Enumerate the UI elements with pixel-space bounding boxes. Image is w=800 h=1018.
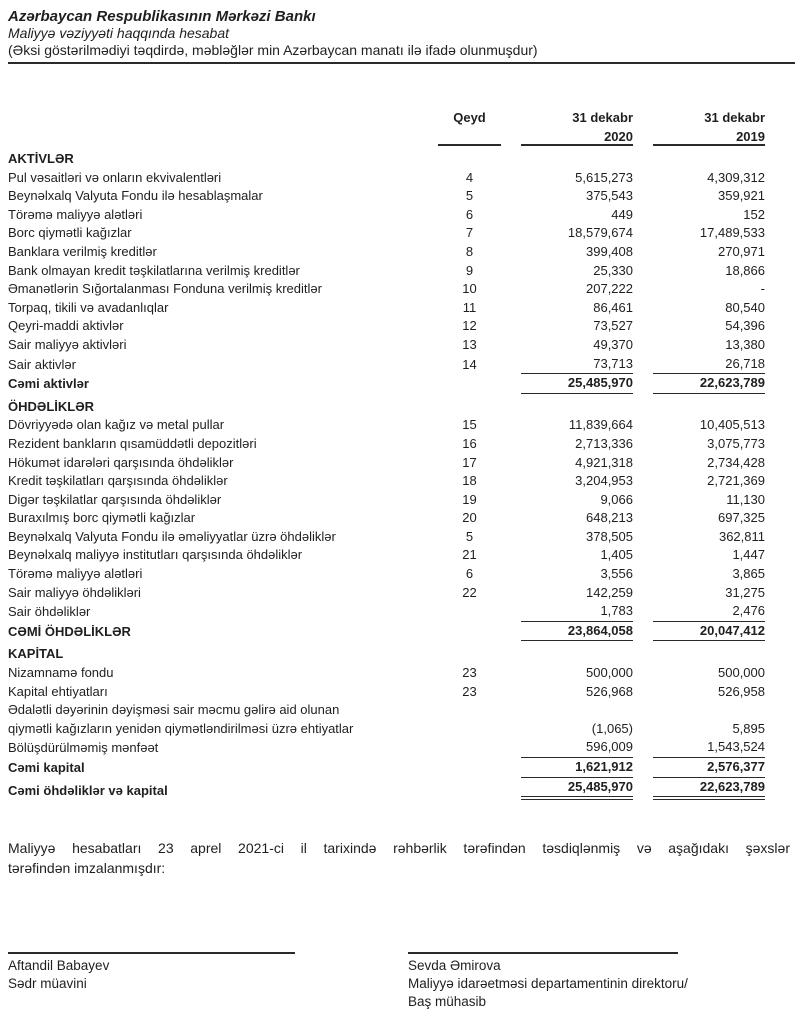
line-item-row [0,355,800,375]
column-header-2019-line1: 31 dekabr [704,110,765,125]
signatory-block-chairman-deputy [8,952,408,1011]
balance-sheet-table [0,108,800,800]
row-label: AKTİVLƏR [8,151,74,166]
row-value-2020: 86,461 [593,299,633,315]
row-value-2019: 697,325 [718,510,765,526]
column-header-qeyd-label: Qeyd [453,110,486,125]
row-value-2020: 596,009 [521,738,633,758]
line-item-row [0,584,800,603]
row-value-2019: 26,718 [653,355,765,375]
row-label: Rezident bankların qısamüddətli depozitləri [8,435,257,451]
row-value-2019: 54,396 [725,318,765,334]
line-item-row [0,262,800,281]
row-value-2019: 13,380 [725,336,765,352]
row-note-ref: 4 [465,169,474,185]
row-value-2019: 2,721,369 [707,473,765,489]
row-label: Sair maliyyə aktivləri [8,336,127,352]
line-item-row [0,336,800,355]
row-label: KAPİTAL [8,646,64,662]
row-value-2019: 359,921 [718,188,765,204]
row-value-2020: 3,556 [600,566,633,582]
column-header-2020-line2: 2020 [604,129,633,144]
row-label: Kredit təşkilatları qarşısında öhdəliklər [8,473,228,489]
row-value-2020: 49,370 [593,336,633,352]
row-note-ref: 18 [462,473,477,489]
signatory-title: Baş mühasib [408,994,487,1010]
line-item-row [0,299,800,318]
line-item-row [0,528,800,547]
line-item-row [0,416,800,435]
line-item-row [0,701,800,738]
section-heading-row [0,645,800,664]
row-value-2019: 270,971 [718,243,765,259]
line-item-row [0,565,800,584]
row-note-ref: 15 [462,417,477,433]
line-item-row [0,280,800,299]
row-label: Bölüşdürülməmiş mənfəət [8,740,159,756]
line-item-row [0,491,800,510]
row-value-2020: 449 [611,206,633,222]
row-value-2019: 18,866 [725,262,765,278]
row-label: Buraxılmış borc qiymətli kağızlar [8,510,196,526]
row-value-2020: 5,615,273 [575,169,633,185]
row-value-2019: 1,447 [732,547,765,563]
row-label: CƏMİ ÖHDƏLİKLƏR [8,623,131,639]
row-label: Beynəlxalq Valyuta Fondu ilə hesablaşmalar [8,188,263,204]
row-label: Sair öhdəliklər [8,604,91,620]
row-value-2020: 648,213 [586,510,633,526]
row-value-2020: 9,066 [600,491,633,507]
table-header-row [0,108,800,146]
document-header [8,8,795,64]
signature-line [408,952,678,954]
line-item-row [0,243,800,262]
signatory-name: Sevda Əmirova [408,958,501,974]
signatory-title: Maliyyə idarəetməsi departamentinin direktoru/ [408,976,688,992]
row-value-2020: 378,505 [586,528,633,544]
row-label-line2: qiymətli kağızların yenidən qiymətləndirilməsi üzrə ehtiyatlar [8,720,354,736]
row-label: Cəmi öhdəliklər və kapital [8,782,168,798]
row-value-2020: (1,065) [591,720,633,736]
row-note-ref: 6 [465,566,474,582]
row-value-2019: 17,489,533 [699,225,765,241]
row-value-2019: 3,865 [732,566,765,582]
row-value-2019: - [760,281,765,297]
currency-note: (Əksi göstərilmədiyi təqdirdə, məbləğlər min Azərbaycan manatı ilə ifadə olunmuşdur) [8,42,538,58]
row-label: Cəmi aktivlər [8,376,89,392]
row-note-ref: 23 [462,665,477,681]
row-note-ref: 13 [462,336,477,352]
line-item-row [0,435,800,454]
row-label: Sair aktivlər [8,356,76,372]
signatory-block-finance-director [408,952,800,1011]
line-item-row [0,602,800,622]
row-label: Pul vəsaitləri və onların ekvivalentləri [8,169,222,185]
row-value-2020: 500,000 [586,665,633,681]
row-value-2019: 526,958 [718,683,765,699]
row-label: Qeyri-maddi aktivlər [8,318,124,334]
row-note-ref: 9 [465,262,474,278]
line-item-row [0,546,800,565]
row-note-ref: 19 [462,491,477,507]
row-note-ref: 6 [465,206,474,222]
row-value-2020: 73,527 [593,318,633,334]
row-value-2020: 207,222 [586,281,633,297]
row-value-2020: 73,713 [521,355,633,375]
row-value-2019: 20,047,412 [653,622,765,642]
row-note-ref: 11 [462,299,477,315]
row-label: Beynəlxalq maliyyə institutları qarşısında öhdəliklər [8,547,303,563]
row-note-ref: 23 [462,683,477,699]
line-item-row [0,664,800,683]
approval-statement-line1: Maliyyə hesabatları 23 aprel 2021-ci il tarixində rəhbərlik tərəfindən təsdiqlənmiş və aşağıdakı şəxslər [8,840,790,857]
line-item-row [0,317,800,336]
row-label: Torpaq, tikili və avadanlıqlar [8,299,169,315]
report-title: Maliyyə vəziyyəti haqqında hesabat [8,25,230,41]
row-note-ref: 12 [462,318,477,334]
row-note-ref: 21 [462,547,477,563]
row-value-2020: 3,204,953 [575,473,633,489]
row-label: Beynəlxalq Valyuta Fondu ilə əməliyyatlar üzrə öhdəliklər [8,528,336,544]
row-value-2019: 11,130 [726,491,765,507]
row-label: Sair maliyyə öhdəlikləri [8,584,141,600]
line-item-row [0,738,800,758]
row-value-2019: 22,623,789 [653,374,765,394]
row-value-2019: 10,405,513 [699,417,765,433]
row-value-2019: 362,811 [718,528,765,544]
row-value-2020: 1,783 [521,602,633,622]
column-header-2019-line2: 2019 [736,129,765,144]
signatory-name: Aftandil Babayev [8,958,110,974]
row-value-2019: 2,576,377 [653,758,765,778]
row-value-2020: 1,405 [600,547,633,563]
row-value-2019: 2,734,428 [707,454,765,470]
row-value-2019: 500,000 [718,665,765,681]
row-value-2020: 11,839,664 [568,417,633,433]
column-header-qeyd [438,108,501,146]
row-value-2020: 25,485,970 [521,778,633,801]
row-value-2019: 2,476 [653,602,765,622]
row-value-2020: 25,330 [593,262,633,278]
row-value-2020: 18,579,674 [567,225,633,241]
column-header-2020-line1: 31 dekabr [572,110,633,125]
row-value-2019: 3,075,773 [707,435,765,451]
row-label: Kapital ehtiyatları [8,683,108,699]
signatory-title: Sədr müavini [8,976,87,992]
row-note-ref: 7 [465,225,474,241]
row-value-2020: 25,485,970 [521,374,633,394]
line-item-row [0,509,800,528]
row-note-ref: 16 [462,435,477,451]
line-item-row [0,683,800,702]
total-row [0,374,800,394]
row-value-2019: 80,540 [725,299,765,315]
row-label: Əmanətlərin Sığortalanması Fonduna verilmiş kreditlər [8,281,322,297]
section-heading-row [0,150,800,169]
approval-statement-line2: tərəfindən imzalanmışdır: [8,860,166,877]
line-item-row [0,187,800,206]
row-label: Törəmə maliyyə alətləri [8,206,143,222]
row-note-ref: 20 [462,510,477,526]
approval-statement [8,838,790,878]
row-label: Borc qiymətli kağızlar [8,225,132,241]
section-heading-row [0,398,800,417]
row-value-2019: 31,275 [725,584,765,600]
row-value-2020: 526,968 [586,683,633,699]
header-label-spacer [8,108,438,146]
table-body [0,150,800,800]
total-row [0,778,800,801]
signature-section [0,952,800,1011]
column-header-2020 [521,108,633,146]
row-value-2019: 22,623,789 [653,778,765,801]
row-value-2020: 399,408 [586,243,633,259]
row-note-ref: 5 [465,528,474,544]
row-note-ref: 10 [462,281,477,297]
row-label: Digər təşkilatlar qarşısında öhdəliklər [8,491,222,507]
row-value-2020: 142,259 [586,584,633,600]
row-label: Törəmə maliyyə alətləri [8,566,143,582]
total-row [0,622,800,642]
line-item-row [0,472,800,491]
line-item-row [0,454,800,473]
row-label: Banklara verilmiş kreditlər [8,243,157,259]
row-note-ref: 5 [465,188,474,204]
row-label [8,701,438,738]
row-label: Nizamnamə fondu [8,665,114,681]
row-note-ref: 14 [462,356,477,372]
row-label: Dövriyyədə olan kağız və metal pullar [8,417,225,433]
total-row [0,758,800,778]
row-note-ref: 17 [462,454,477,470]
row-note-ref: 22 [462,584,477,600]
row-value-2019: 4,309,312 [707,169,765,185]
bank-name-title: Azərbaycan Respublikasının Mərkəzi Bankı [8,8,316,25]
row-value-2020: 1,621,912 [521,758,633,778]
row-value-2019: 5,895 [732,720,765,736]
row-value-2020: 375,543 [586,188,633,204]
line-item-row [0,224,800,243]
row-value-2019: 152 [743,206,765,222]
row-label-line1: Ədalətli dəyərinin dəyişməsi sair məcmu gəlirə aid olunan [8,702,340,718]
line-item-row [0,206,800,225]
line-item-row [0,169,800,188]
row-value-2020: 4,921,318 [575,454,633,470]
row-label: Bank olmayan kredit təşkilatlarına verilmiş kreditlər [8,262,300,278]
row-note-ref: 8 [465,243,474,259]
column-header-2019 [653,108,765,146]
row-value-2020: 23,864,058 [521,622,633,642]
signature-line [8,952,295,954]
row-label: ÖHDƏLİKLƏR [8,398,95,414]
row-label: Hökumət idarələri qarşısında öhdəliklər [8,454,234,470]
row-value-2019: 1,543,524 [653,738,765,758]
row-label: Cəmi kapital [8,760,85,775]
row-value-2020: 2,713,336 [575,435,633,451]
